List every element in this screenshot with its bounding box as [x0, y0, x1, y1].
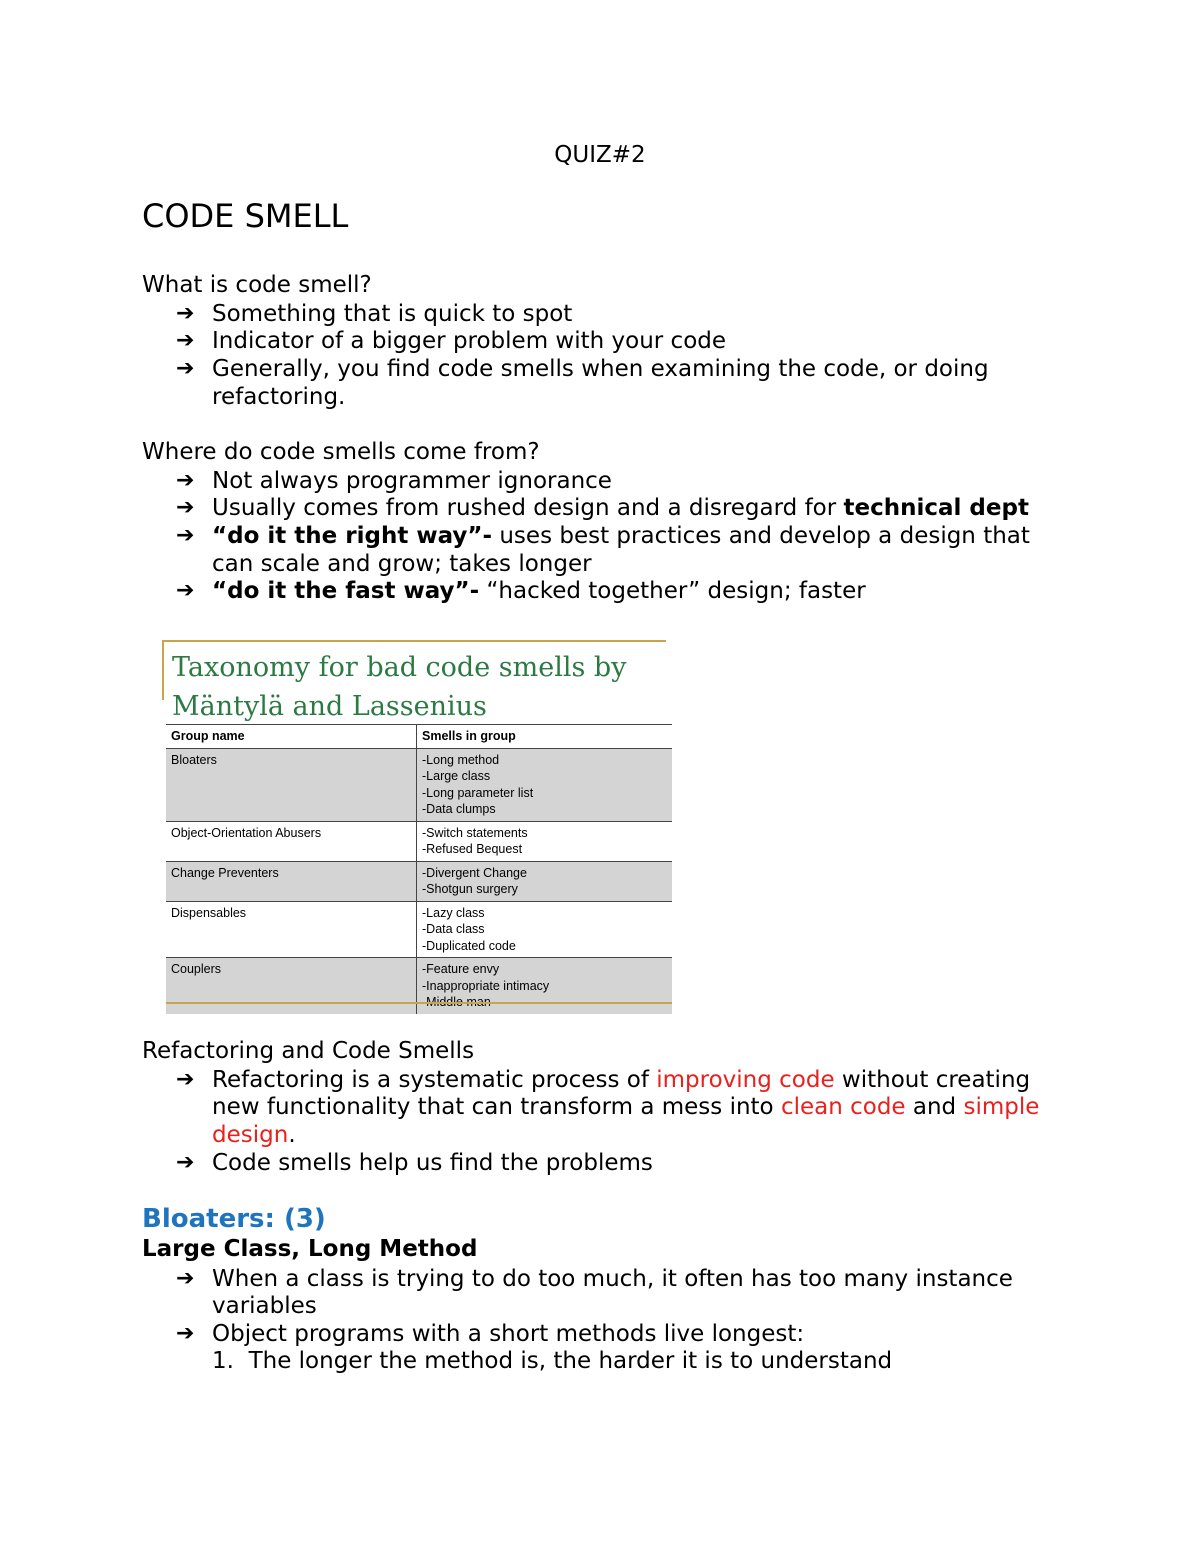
- list-item: ➔ Object programs with a short methods live longest:: [176, 1321, 805, 1347]
- question-what: What is code smell?: [142, 272, 372, 298]
- arrow-icon: ➔: [176, 328, 195, 353]
- table-row: Couplers -Feature envy -Inappropriate intimacy: [166, 958, 672, 1014]
- table-row: Dispensables -Lazy class -Data class -Duplicated code: [166, 901, 672, 958]
- arrow-icon: ➔: [176, 1067, 195, 1092]
- arrow-icon: ➔: [176, 523, 195, 548]
- numbered-item: 1. The longer the method is, the harder it is to understand: [212, 1348, 893, 1374]
- question-where: Where do code smells come from?: [142, 439, 540, 465]
- list-item: ➔ When a class is trying to do too much, it often has too many instance: [176, 1266, 1013, 1292]
- taxonomy-slide: [158, 634, 674, 1010]
- subheading: Large Class, Long Method: [142, 1236, 478, 1262]
- arrow-icon: ➔: [176, 1266, 195, 1291]
- table-header-row: [166, 725, 672, 749]
- arrow-icon: ➔: [176, 495, 195, 520]
- list-item: ➔ Indicator of a bigger problem with your code: [176, 328, 727, 354]
- list-item-continuation: variables: [212, 1293, 317, 1319]
- arrow-icon: ➔: [176, 1321, 195, 1346]
- list-item: ➔ Usually comes from rushed design and a disregard for technical dept: [176, 495, 1029, 521]
- arrow-icon: ➔: [176, 578, 195, 603]
- list-item-continuation: refactoring.: [212, 384, 346, 410]
- list-item: ➔ Code smells help us find the problems: [176, 1150, 653, 1176]
- list-item: ➔ Refactoring is a systematic process of improving code without creating: [176, 1067, 1031, 1093]
- arrow-icon: ➔: [176, 356, 195, 381]
- quiz-header: QUIZ#2: [554, 142, 646, 168]
- page-title: CODE SMELL: [142, 197, 349, 235]
- column-header: Smells in group: [417, 725, 673, 749]
- list-item: ➔ “do it the right way”- uses best practices and develop a design that: [176, 523, 1030, 549]
- section-heading-bloaters: Bloaters: (3): [142, 1204, 326, 1234]
- table-row: Bloaters -Long method -Large class -Long parameter list -Data clumps: [166, 748, 672, 821]
- slide-title: Taxonomy for bad code smells by Mäntylä and Lassenius: [172, 652, 627, 722]
- slide-border: [166, 1002, 672, 1004]
- list-item: ➔ Generally, you find code smells when examining the code, or doing: [176, 356, 989, 382]
- column-header: Group name: [166, 725, 417, 749]
- arrow-icon: ➔: [176, 468, 195, 493]
- list-item: ➔ Not always programmer ignorance: [176, 468, 612, 494]
- slide-border: [162, 640, 666, 642]
- list-item-continuation: design.: [212, 1122, 296, 1148]
- arrow-icon: ➔: [176, 1150, 195, 1175]
- list-item: ➔ Something that is quick to spot: [176, 301, 573, 327]
- section-heading: Refactoring and Code Smells: [142, 1038, 475, 1064]
- table-row: Object-Orientation Abusers -Switch statements -Refused Bequest: [166, 821, 672, 861]
- list-item-continuation: new functionality that can transform a mess into clean code and simple: [212, 1094, 1040, 1120]
- taxonomy-table: [166, 724, 672, 1014]
- list-item: ➔ “do it the fast way”- “hacked together” design; faster: [176, 578, 866, 604]
- table-row: Change Preventers -Divergent Change -Shotgun surgery: [166, 861, 672, 901]
- list-item-continuation: can scale and grow; takes longer: [212, 551, 592, 577]
- slide-border: [162, 640, 164, 700]
- arrow-icon: ➔: [176, 301, 195, 326]
